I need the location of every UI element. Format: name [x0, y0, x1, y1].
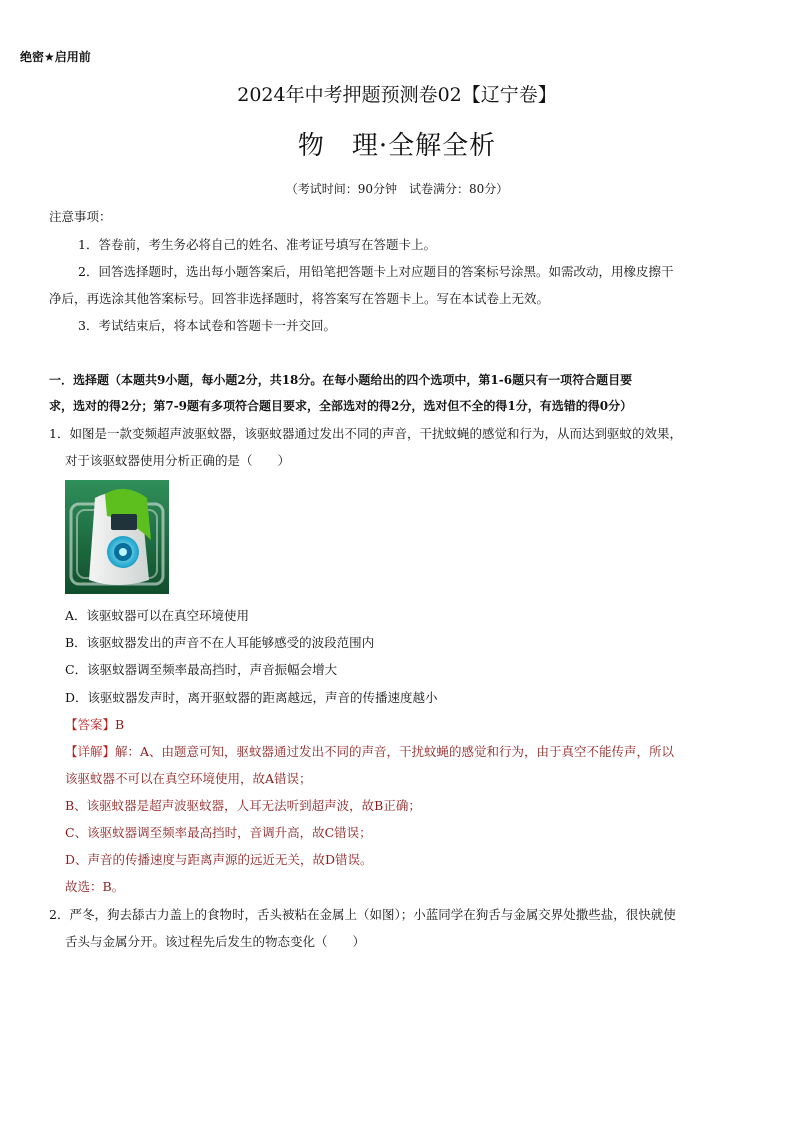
conclusion-line: 故选：B。 — [65, 879, 125, 894]
answer-line — [65, 716, 124, 734]
notice-item-2-cont: 净后，再选涂其他答案标号。回答非选择题时，将答案写在答题卡上。写在本试卷上无效。 — [49, 291, 550, 306]
question-2-stem: 2．严冬，狗去舔古力盖上的食物时，舌头被粘在金属上（如图）；小蓝同学在狗舌与金属交界处撒些盐，很快就使 — [49, 907, 676, 922]
question-1-stem-cont: 对于该驱蚊器使用分析正确的是（ ） — [65, 453, 291, 468]
option-a: A．该驱蚊器可以在真空环境使用 — [65, 608, 250, 623]
section-heading: 一．选择题（本题共9小题，每小题2分，共18分。在每小题给出的四个选项中，第1-6题只有一项符合题目要 — [49, 373, 633, 387]
detail-line-1 — [65, 743, 674, 761]
subject-title: 物 理·全解全析 — [297, 131, 497, 161]
detail-line-4: C、该驱蚊器调至频率最高挡时，音调升高，故C错误； — [65, 825, 372, 840]
notice-item-2: 2．回答选择题时，选出每小题答案后，用铅笔把答题卡上对应题目的答案标号涂黑。如需改动，用橡皮擦干 — [78, 264, 674, 279]
option-b: B．该驱蚊器发出的声音不在人耳能够感受的波段范围内 — [65, 635, 375, 650]
notice-item-1: 1．答卷前，考生务必将自己的姓名、准考证号填写在答题卡上。 — [78, 237, 436, 252]
answer-tag: 【答案】 — [65, 717, 116, 732]
answer-value: B — [115, 717, 125, 732]
detail-line-5: D、声音的传播速度与距离声源的远近无关，故D错误。 — [65, 852, 373, 867]
mosquito-repeller-image — [65, 480, 169, 594]
option-d: D．该驱蚊器发声时，离开驱蚊器的距离越远，声音的传播速度越小 — [65, 690, 438, 705]
detail-tag: 【详解】 — [65, 744, 116, 759]
exam-meta: （考试时间：90分钟 试卷满分：80分） — [285, 182, 509, 196]
confidential-label: 绝密★启用前 — [20, 50, 91, 64]
exam-title: 2024年中考押题预测卷02【辽宁卷】 — [237, 84, 557, 106]
notice-item-3: 3．考试结束后，将本试卷和答题卡一并交回。 — [78, 318, 336, 333]
question-2-stem-cont: 舌头与金属分开。该过程先后发生的物态变化（ ） — [65, 934, 366, 949]
question-1-stem: 1．如图是一款变频超声波驱蚊器，该驱蚊器通过发出不同的声音，干扰蚊蝇的感觉和行为，从而达到驱蚊的效果， — [49, 426, 682, 441]
detail-line-3: B、该驱蚊器是超声波驱蚊器，人耳无法听到超声波，故B正确； — [65, 798, 421, 813]
detail-line-2: 该驱蚊器不可以在真空环境使用，故A错误； — [65, 771, 312, 786]
detail-text-1: 解：A、由题意可知，驱蚊器通过发出不同的声音，干扰蚊蝇的感觉和行为，由于真空不能传声，所以 — [115, 744, 675, 759]
notice-heading: 注意事项： — [49, 209, 112, 224]
section-heading-cont: 求，选对的得2分；第7-9题有多项符合题目要求，全部选对的得2分，选对但不全的得1分，有选错的得0分） — [49, 399, 633, 413]
option-c: C．该驱蚊器调至频率最高挡时，声音振幅会增大 — [65, 662, 338, 677]
